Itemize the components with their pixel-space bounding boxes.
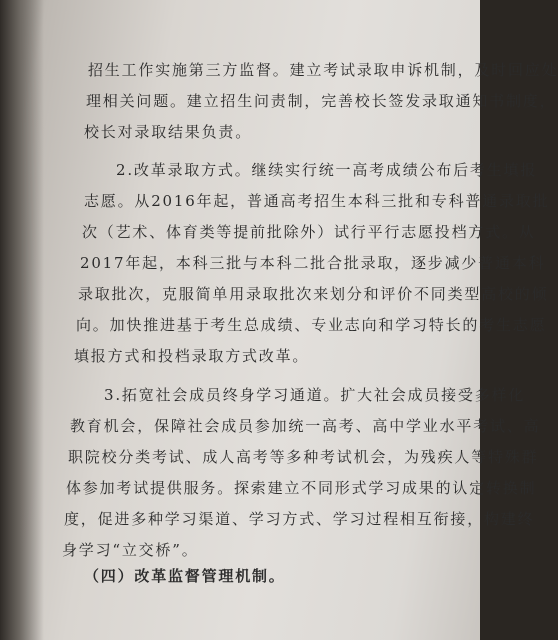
document-photo: 招生工作实施第三方监督。建立考试录取申诉机制，及时回应处 理相关问题。建立招生问责制，完善校长签发录取通知书制度， 校长对录取结果负责。 2.改革录取方式。继续实行统一高考成绩公布后考生填报 志愿。从2016年起，普通高考招生本科三批和专科普通录取批 次（艺术、体育类等提前批除外）试行平行志愿投档方式。从 2017年起，本科三批与本科二批合批录取，逐步减少普通本科 录取批次，克服简单用录取批次来划分和评价不同类型高校的倾 向。加快推进基于考生总成绩、专业志向和学习特长的考生志愿 填报方式和投档录取方式改革。 3.拓宽社会成员终身学习通道。扩大社会成员接受多样化 教育机会，保障社会成员参加统一高考、高中学业水平考试、高 职院校分类考试、成人高考等多种考试机会，为残疾人等特殊群 体参加考试提供服务。探索建立不同形式学习成果的认定转换制 度，促进多种学习渠道、学习方式、学习过程相互衔接，构建终 身学习“立交桥”。 （四）改革监督管理机制。 [0,0,480,640]
page-edge-shadow [0,0,44,640]
